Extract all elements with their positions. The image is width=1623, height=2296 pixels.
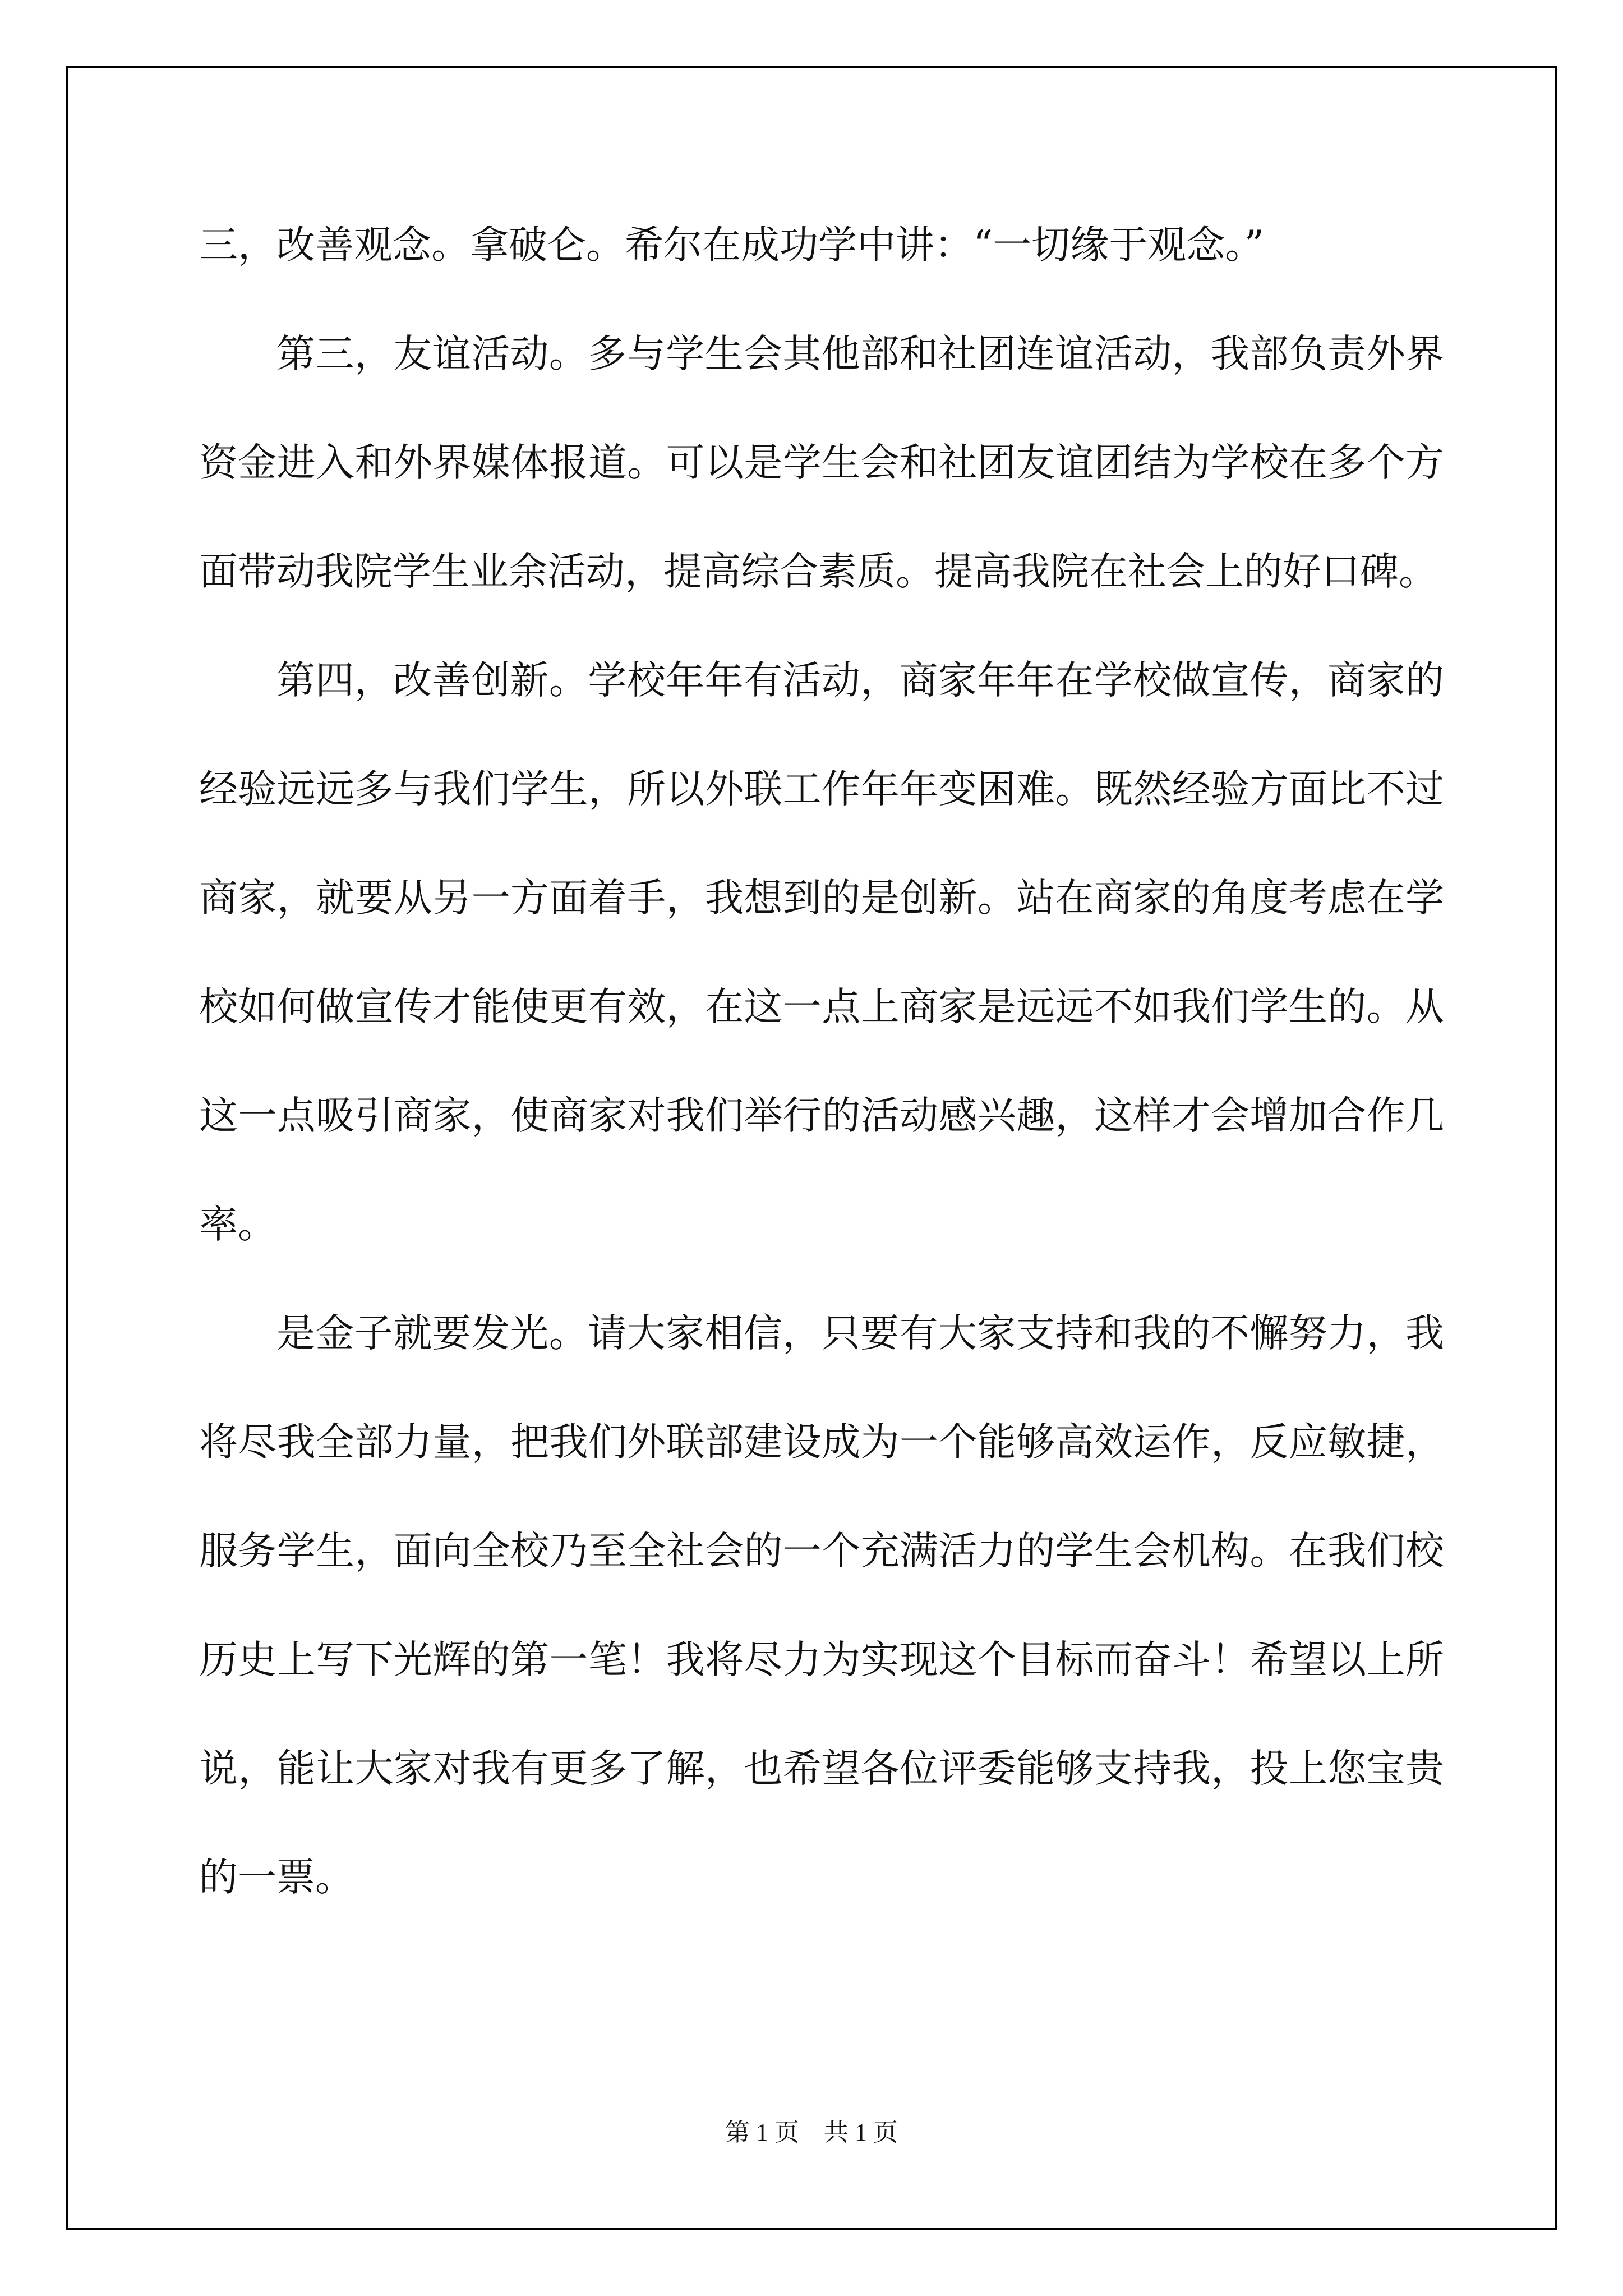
page-number-footer: 第 1 页 共 1 页 xyxy=(725,2119,898,2146)
document-body xyxy=(199,191,1444,1932)
paragraph-2: 第三，友谊活动。多与学生会其他部和社团连谊活动，我部负责外界资金进入和外界媒体报道。可以是学生会和社团友谊团结为学校在多个方面带动我院学生业余活动，提高综合素质。提高我院在社会上的好口碑。 xyxy=(199,332,1444,594)
paragraph-1: 三，改善观念。拿破仑。希尔在成功学中讲：“一切缘于观念。” xyxy=(199,223,1265,268)
paragraph-4: 是金子就要发光。请大家相信，只要有大家支持和我的不懈努力，我将尽我全部力量，把我们外联部建设成为一个能够高效运作，反应敏捷，服务学生，面向全校乃至全社会的一个充满活力的学生会机构。在我们校历史上写下光辉的第一笔！我将尽力为实现这个目标而奋斗！希望以上所说，能让大家对我有更多了解，也希望各位评委能够支持我，投上您宝贵的一票。 xyxy=(199,1311,1444,1900)
paragraph-3: 第四，改善创新。学校年年有活动，商家年年在学校做宣传，商家的经验远远多与我们学生，所以外联工作年年变困难。既然经验方面比不过商家，就要从另一方面着手，我想到的是创新。站在商家的角度考虑在学校如何做宣传才能使更有效，在这一点上商家是远远不如我们学生的。从这一点吸引商家，使商家对我们举行的活动感兴趣，这样才会增加合作几率。 xyxy=(199,658,1444,1247)
